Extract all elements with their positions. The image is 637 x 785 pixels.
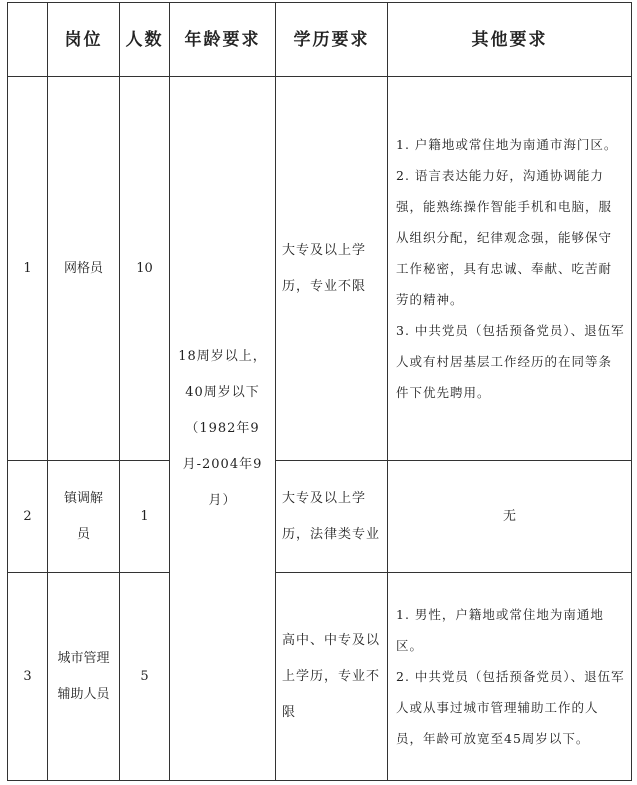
recruitment-table: [7, 2, 632, 781]
row-index: 2: [8, 461, 48, 573]
row-education: 大专及以上学历，专业不限: [276, 77, 388, 461]
header-index: [8, 3, 48, 77]
requirement-item: 2. 语言表达能力好，沟通协调能力强，能熟练操作智能手机和电脑，服从组织分配，纪律观念强，能够保守工作秘密，具有忠诚、奉献、吃苦耐劳的精神。: [396, 168, 613, 307]
row-position: 城市管理辅助人员: [48, 573, 120, 781]
header-other: 其他要求: [388, 3, 632, 77]
row-position: 网格员: [48, 77, 120, 461]
age-requirement: 18周岁以上，40周岁以下（1982年9月-2004年9月）: [170, 77, 276, 781]
row-index: 1: [8, 77, 48, 461]
row-other-requirements: [388, 573, 632, 781]
row-education: 大专及以上学历，法律类专业: [276, 461, 388, 573]
row-count: 1: [120, 461, 170, 573]
requirement-item: 1. 男性，户籍地或常住地为南通地区。: [396, 607, 604, 653]
header-row: [8, 3, 632, 77]
header-count: 人数: [120, 3, 170, 77]
requirement-item: 2. 中共党员（包括预备党员）、退伍军人或从事过城市管理辅助工作的人员，年龄可放宽至45周岁以下。: [396, 669, 625, 746]
table-row: [8, 573, 632, 781]
requirement-item: 1. 户籍地或常住地为南通市海门区。: [396, 137, 618, 152]
row-index: 3: [8, 573, 48, 781]
row-other-requirements: [388, 77, 632, 461]
row-count: 10: [120, 77, 170, 461]
row-education: 高中、中专及以上学历，专业不限: [276, 573, 388, 781]
table-row: [8, 77, 632, 461]
row-other-requirements: [388, 461, 632, 573]
requirement-item: 无: [502, 508, 516, 524]
header-education: 学历要求: [276, 3, 388, 77]
row-count: 5: [120, 573, 170, 781]
header-age: 年龄要求: [170, 3, 276, 77]
row-position: 镇调解员: [48, 461, 120, 573]
header-position: 岗位: [48, 3, 120, 77]
table-row: [8, 461, 632, 573]
requirement-item: 3. 中共党员（包括预备党员）、退伍军人或有村居基层工作经历的在同等条件下优先聘用。: [396, 323, 625, 400]
